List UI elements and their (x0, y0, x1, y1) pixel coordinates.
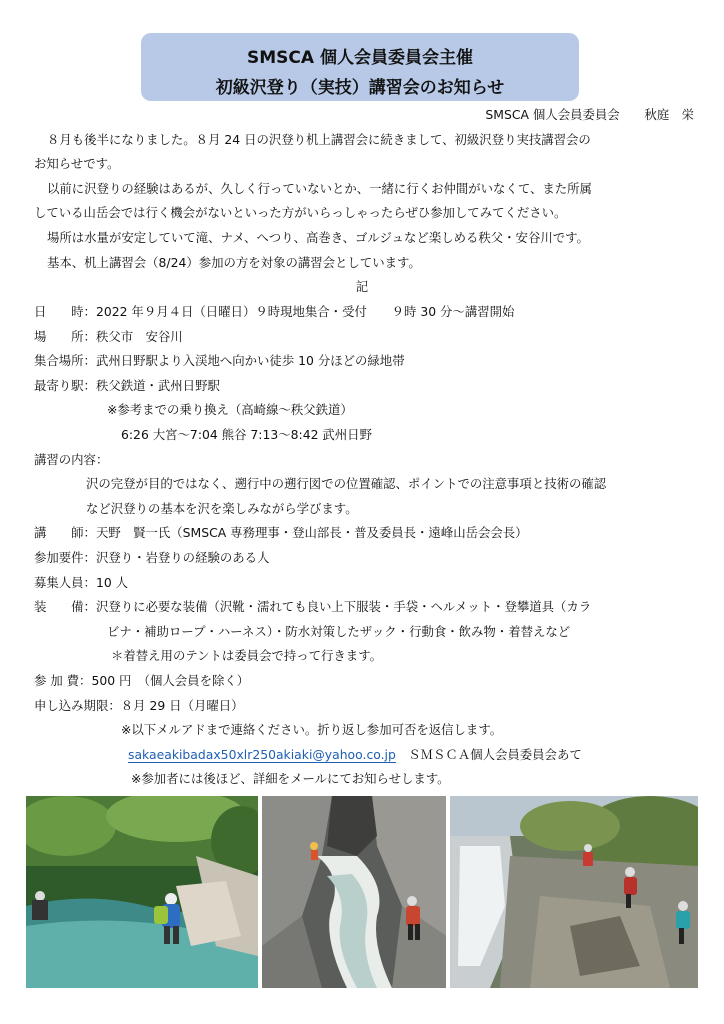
intro-p2-line2: している山岳会では行く機会がないといった方がいらっしゃったらぜひ参加してみてください。 (34, 205, 567, 220)
station-value: 秩父鉄道・武州日野駅 (95, 378, 220, 393)
email-row (128, 747, 582, 763)
fee-value: 500 円 （個人会員を除く） (91, 673, 250, 688)
intro-p3: 場所は水量が安定していて滝、ナメ、へつり、高巻き、ゴルジュなど楽しめる秩父・安谷川です。 (47, 230, 589, 245)
email-link[interactable]: sakaeakibadax50xlr250akiaki@yahoo.co.jp (128, 747, 396, 762)
fee-label: 参 加 費： (34, 673, 92, 688)
intro-p1-line1: ８月も後半になりました。８月 24 日の沢登り机上講習会に続きまして、初級沢登り実技講習会の (47, 132, 591, 147)
title-line-2: 初級沢登り（実技）講習会のお知らせ (215, 78, 505, 98)
deadline-row (34, 698, 244, 714)
photo-gorge-waterfall (262, 796, 446, 988)
meet-value: 武州日野駅より入渓地へ向かい徒歩 10 分ほどの緑地帯 (95, 353, 405, 368)
fee-row (34, 673, 249, 689)
email-recipient: ＳＭＳＣＡ個人会員委員会あて (408, 747, 582, 762)
teacher-value: 天野 賢一氏（SMSCA 専務理事・登山部長・普及委員長・遠峰山岳会会長） (95, 525, 528, 540)
requirement-value: 沢登り・岩登りの経験のある人 (95, 550, 270, 565)
intro-p1-line2: お知らせです。 (34, 156, 120, 171)
transfer-times: 6:26 大宮～7:04 熊谷 7:13～8:42 武州日野 (121, 427, 372, 442)
equipment-label: 装 備： (34, 599, 96, 614)
teacher-label: 講 師： (34, 525, 96, 540)
date-label: 日 時： (34, 304, 96, 319)
requirement-label: 参加要件： (34, 550, 96, 565)
transfer-note: ※参考までの乗り換え（高崎線～秩父鉄道） (107, 402, 353, 417)
equipment-line3: ＊着替え用のテントは委員会で持って行きます。 (111, 648, 382, 663)
contact-note: ※以下メルアドまで連絡ください。折り返し参加可否を返信します。 (121, 722, 503, 737)
station-label: 最寄り駅： (34, 378, 96, 393)
meet-row (34, 353, 405, 369)
teacher-row (34, 525, 528, 541)
date-value: 2022 年９月４日（日曜日）９時現地集合・受付 ９時 30 分～講習開始 (95, 304, 515, 319)
capacity-label: 募集人員： (34, 575, 96, 590)
requirement-row (34, 550, 269, 566)
capacity-row (34, 575, 128, 591)
ki-marker: 記 (355, 279, 369, 294)
title-line-1: SMSCA 個人会員委員会主催 (247, 48, 473, 68)
content-label: 講習の内容： (34, 452, 109, 467)
content-line2: など沢登りの基本を沢を楽しみながら学びます。 (86, 501, 358, 516)
photo-stream-wading (26, 796, 258, 988)
place-value: 秩父市 安谷川 (95, 329, 183, 344)
date-row (34, 304, 514, 320)
content-line1: 沢の完登が目的ではなく、遡行中の遡行図での位置確認、ポイントでの注意事項と技術の確認 (86, 476, 607, 491)
deadline-value: ８月 29 日（月曜日） (120, 698, 244, 713)
title-banner (141, 33, 579, 101)
place-row (34, 329, 183, 345)
photo-strip (26, 796, 698, 988)
intro-p2-line1: 以前に沢登りの経験はあるが、久しく行っていないとか、一緒に行くお仲間がいなくて、また所属 (47, 181, 592, 196)
meet-label: 集合場所： (34, 353, 96, 368)
place-label: 場 所： (34, 329, 96, 344)
deadline-label: 申し込み期限： (34, 698, 121, 713)
equipment-line1: 沢登りに必要な装備（沢靴・濡れても良い上下服装・手袋・ヘルメット・登攀道具（カラ (95, 599, 592, 614)
equipment-line2: ビナ・補助ロープ・ハーネス）・防水対策したザック・行動食・飲み物・着替えなど (107, 624, 571, 639)
photo-rock-climbing (450, 796, 698, 988)
station-row (34, 378, 220, 394)
author-line: SMSCA 個人会員委員会 秋庭 栄 (485, 107, 694, 122)
intro-p4: 基本、机上講習会（8/24）参加の方を対象の講習会としています。 (47, 255, 421, 270)
capacity-value: 10 人 (95, 575, 129, 590)
equipment-row (34, 599, 591, 615)
after-note: ※参加者には後ほど、詳細をメールにてお知らせします。 (131, 771, 450, 786)
